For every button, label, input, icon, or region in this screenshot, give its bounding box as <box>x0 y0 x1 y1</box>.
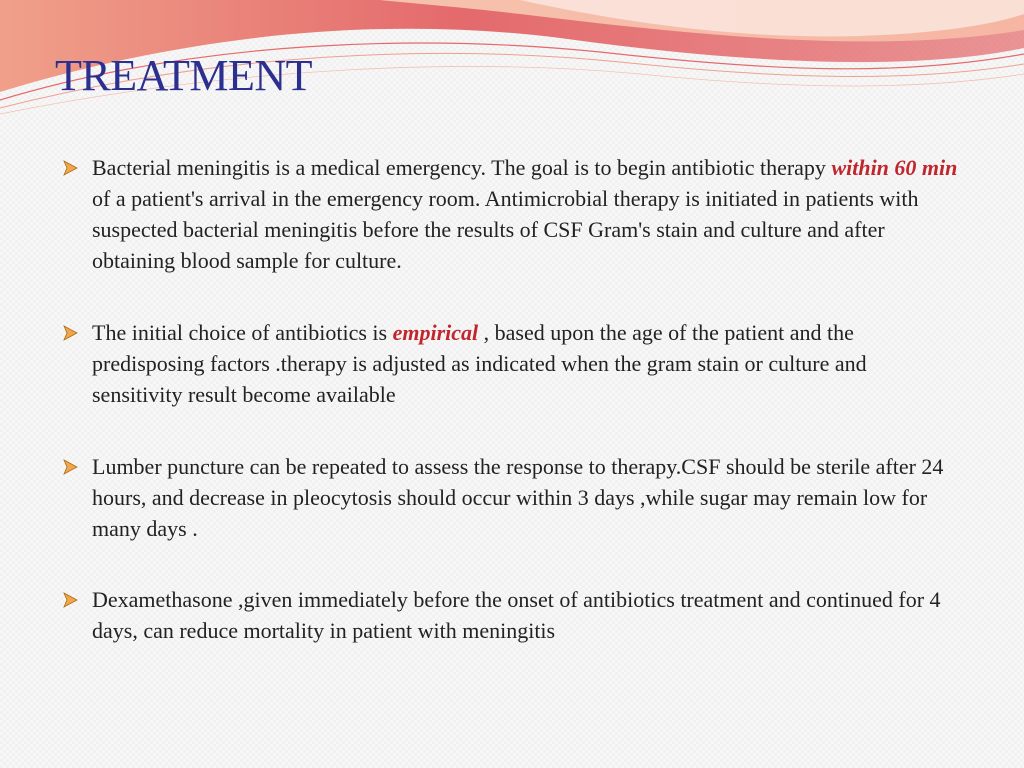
arrow-bullet-icon <box>62 592 78 608</box>
bullet-list <box>62 152 962 687</box>
bullet-text: of a patient's arrival in the emergency room. Antimicrobial therapy is initiated in patients with suspected bacterial meningitis before the results of CSF Gram's stain and culture and after obtaining blood sample for culture. <box>92 186 919 273</box>
bullet-item <box>62 152 962 276</box>
slide-title: TREATMENT <box>55 51 313 100</box>
bullet-item <box>62 317 962 410</box>
bullet-text: Lumber puncture can be repeated to assess the response to therapy.CSF should be sterile after 24 hours, and decrease in pleocytosis should occur within 3 days ,while sugar may remain low for many days . <box>92 454 944 541</box>
arrow-bullet-icon <box>62 160 78 176</box>
bullet-text: , based upon the age of the patient and the predisposing factors .therapy is adjusted as indicated when the gram stain or culture and sensitivity result become available <box>92 320 867 407</box>
highlight-text: within 60 min <box>831 155 958 180</box>
bullet-text: The initial choice of antibiotics is <box>92 320 393 345</box>
highlight-text: empirical <box>392 320 479 345</box>
bullet-item <box>62 584 962 646</box>
bullet-item <box>62 451 962 544</box>
bullet-text: Bacterial meningitis is a medical emergency. The goal is to begin antibiotic therapy <box>92 155 832 180</box>
bullet-text: Dexamethasone ,given immediately before the onset of antibiotics treatment and continued for 4 days, can reduce mortality in patient with meningitis <box>92 587 941 643</box>
arrow-bullet-icon <box>62 325 78 341</box>
arrow-bullet-icon <box>62 459 78 475</box>
